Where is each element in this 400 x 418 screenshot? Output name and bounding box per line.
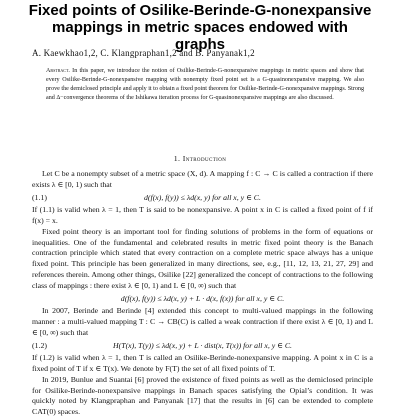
paragraph: If (1.2) is valid when λ = 1, then T is called an Osilike-Berinde-nonexpansive mapping. A point x in C is a fixed point of T if x ∈ T(x). We denote by F(T) the set of all fixed points of T. — [32, 352, 373, 373]
paper-body — [32, 169, 373, 418]
section-heading: 1. Introduction — [173, 154, 227, 163]
paragraph: Fixed point theory is an important tool for finding solutions of problems in the form of equations or inequalities. One of the fundamental and celebrated results in metric fixed point theory is the Banach contraction principle which stated that every contraction on a complete metric space always has a unique fixed point. This principle has been generalized in many directions, see, e.g., [11, 12, 13, 21, 27, 29] and references therein. Among other things, Osilike [22] generalized the concept of contractions to the following class of mappings : there exist λ ∈ [0, 1) and L ∈ [0, ∞) such that — [32, 226, 373, 291]
equation-number: (1.1) — [32, 192, 47, 202]
paragraph: Let C be a nonempty subset of a metric space (X, d). A mapping f : C → C is called a contraction if there exists λ ∈ [0, 1) such that — [32, 169, 373, 189]
equation-number: (1.2) — [32, 340, 47, 350]
equation-1-1 — [32, 191, 373, 205]
equation-formula: d(f(x), f(y)) ≤ λd(x, y) + L · d(x, f(x)) for all x, y ∈ C. — [120, 294, 285, 304]
paragraph: If (1.1) is valid when λ = 1, then T is said to be nonexpansive. A point x in C is called a fixed point of f if f(x) = x. — [32, 204, 373, 225]
abstract-label: Abstract. — [46, 68, 70, 74]
paper-title: Fixed points of Osilike-Berinde-G-nonexpansive mappings in metric spaces endowed with graphs — [28, 2, 372, 53]
paragraph: In 2007, Berinde and Berinde [4] extended this concept to multi-valued mappings in the following manner : a multi-valued mapping T : C → CB(C) is called a weak contraction if there exist λ ∈ [0, 1) and L ∈ [0, ∞) such that — [32, 306, 373, 337]
equation-formula: d(f(x), f(y)) ≤ λd(x, y) for all x, y ∈ C. — [144, 192, 261, 202]
paragraph: In 2019, Bunlue and Suantai [6] proved the existence of fixed points as well as the demiclosed principle for Osilike-Berinde-nonexpansive mappings in Banach spaces satisfying the Opial’s condition. It was quickly noted by Klangpraphan and Panyanak [17] that the results in [6] can be extended to complete CAT(0) spaces. — [32, 374, 373, 417]
equation-formula: H(T(x), T(y)) ≤ λd(x, y) + L · dist(x, T(x)) for all x, y ∈ C. — [113, 340, 292, 350]
paper-authors: A. Kaewkhao1,2, C. Klangpraphan1,2 and B. Panyanak1,2 — [32, 48, 255, 58]
equation-osilike — [32, 292, 373, 306]
abstract — [46, 67, 364, 103]
equation-1-2 — [32, 339, 373, 353]
abstract-text: In this paper, we introduce the notion of Osilike-Berinde-G-nonexpansive mappings in metric spaces and show that every Osilike-Berinde-G-nonexpansive mapping with nonempty fixed point set is a G-quasinonexpansive mapping. We also prove the demiclosed principle and apply it to obtain a fixed point theorem for Osilike-Berinde-G-nonexpansive mappings. Strong and Δ−convergence theorems of the Ishikawa iteration process for G-quasinonexpansive mappings are also discussed. — [46, 68, 364, 101]
